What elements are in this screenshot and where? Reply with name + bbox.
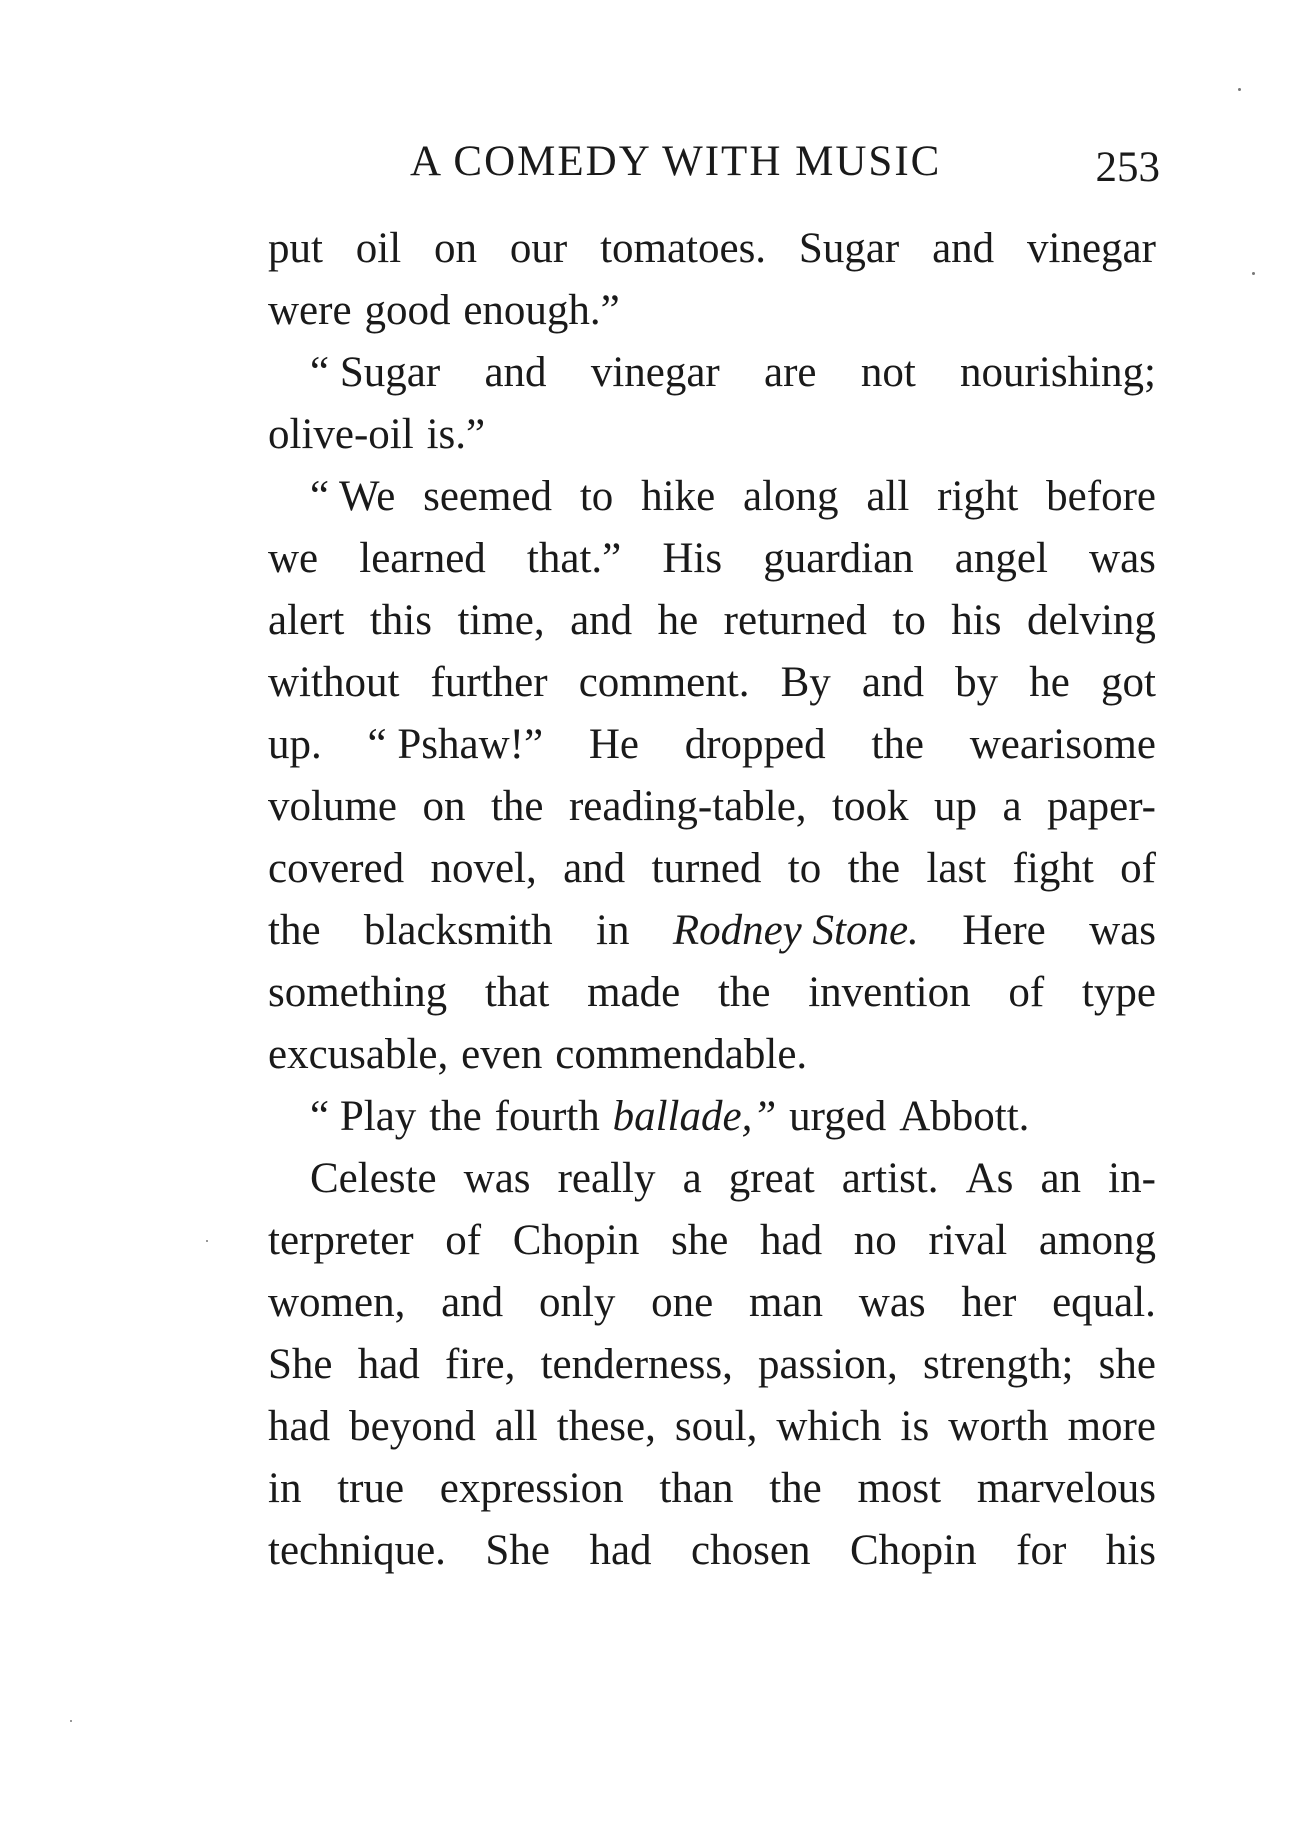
word: rival (928, 1217, 1008, 1264)
text-line (268, 1024, 1156, 1086)
word: the (769, 1465, 822, 1512)
scan-speck (1252, 272, 1255, 275)
word: and (932, 225, 995, 272)
text-line (268, 404, 1156, 466)
word: She (268, 1341, 333, 1388)
word: vinegar (1027, 225, 1156, 272)
word: further (430, 659, 548, 706)
word: angel (954, 535, 1048, 582)
word: before (1046, 473, 1156, 520)
word: of (1008, 969, 1045, 1016)
text-line (268, 962, 1156, 1024)
word: comment. (578, 659, 750, 706)
word: hike (641, 473, 716, 520)
word: delving (1026, 597, 1156, 644)
word: something (268, 969, 448, 1016)
scan-speck (70, 1720, 72, 1722)
word: As (965, 1155, 1014, 1202)
word: commendable. (555, 1031, 808, 1078)
word: he (657, 597, 699, 644)
word: the (268, 907, 321, 954)
word: last (926, 845, 987, 892)
word: this (369, 597, 432, 644)
word: terpreter (268, 1217, 414, 1264)
word: Here (962, 907, 1046, 954)
word: not (860, 349, 916, 396)
word: along (742, 473, 839, 520)
word: one (651, 1279, 714, 1326)
text-line (268, 1458, 1156, 1520)
word: Abbott. (899, 1093, 1030, 1140)
word: blacksmith (363, 907, 553, 954)
word: By (780, 659, 831, 706)
word: on (434, 225, 478, 272)
text-line (268, 1396, 1156, 1458)
word: in (268, 1465, 302, 1512)
text-line (268, 1520, 1156, 1582)
word: was (1089, 907, 1156, 954)
word: to (892, 597, 926, 644)
text-line (268, 342, 1156, 404)
text-line (268, 652, 1156, 714)
word: and (484, 349, 547, 396)
word: vinegar (590, 349, 720, 396)
word: his (1105, 1527, 1156, 1574)
word: his (951, 597, 1002, 644)
word: to (787, 845, 822, 892)
word: His (662, 535, 723, 582)
word: wearisome (969, 721, 1156, 768)
word: an (1040, 1155, 1082, 1202)
word: guardian (763, 535, 914, 582)
word: ballade,” (612, 1093, 777, 1140)
word: expression (439, 1465, 624, 1512)
word: true (337, 1465, 405, 1512)
word: the (429, 1093, 482, 1140)
word: covered (268, 845, 405, 892)
word: She (485, 1527, 550, 1574)
word: novel, (430, 845, 537, 892)
word: was (1089, 535, 1156, 582)
word: beyond (349, 1403, 476, 1450)
text-line (268, 1086, 1156, 1148)
word: had (760, 1217, 823, 1264)
word: got (1101, 659, 1156, 706)
word: in- (1108, 1155, 1156, 1202)
text-line (268, 466, 1156, 528)
word: Chopin (849, 1527, 977, 1574)
word: a (682, 1155, 702, 1202)
word: put (268, 225, 323, 272)
word: the (847, 845, 901, 892)
word: than (659, 1465, 734, 1512)
word: fourth (494, 1093, 600, 1140)
word: were (268, 287, 352, 334)
word: made (587, 969, 681, 1016)
page-header (270, 132, 1160, 192)
word: enough.” (463, 287, 620, 334)
word: of (1120, 845, 1156, 892)
word: only (538, 1279, 616, 1326)
word: really (557, 1155, 656, 1202)
word: invention (808, 969, 971, 1016)
word: had (357, 1341, 420, 1388)
word: the (717, 969, 771, 1016)
word: in (596, 907, 630, 954)
text-line (268, 1334, 1156, 1396)
word: turned (651, 845, 762, 892)
word: which (776, 1403, 882, 1450)
word: strength; (922, 1341, 1074, 1388)
word: dropped (684, 721, 826, 768)
word: time, (457, 597, 545, 644)
word: technique. (268, 1527, 446, 1574)
word: passion, (758, 1341, 898, 1388)
text-line (268, 528, 1156, 590)
word: and (861, 659, 925, 706)
word: these, (556, 1403, 656, 1450)
word: among (1038, 1217, 1156, 1264)
word: of (445, 1217, 482, 1264)
word: Rodney Stone. (672, 907, 919, 954)
word: right (937, 473, 1019, 520)
word: up (933, 783, 977, 830)
body-text (268, 218, 1156, 1582)
text-line (268, 1148, 1156, 1210)
word: no (853, 1217, 897, 1264)
word: He (588, 721, 639, 768)
text-line (268, 900, 1156, 962)
word: are (764, 349, 817, 396)
text-line (268, 1272, 1156, 1334)
word: all (866, 473, 910, 520)
word: we (268, 535, 319, 582)
word: to (579, 473, 614, 520)
word: excusable, (268, 1031, 449, 1078)
word: he (1029, 659, 1070, 706)
word: by (955, 659, 999, 706)
word: without (268, 659, 400, 706)
word: that (484, 969, 550, 1016)
word: oil (355, 225, 402, 272)
word: women, (268, 1279, 406, 1326)
word: was (463, 1155, 531, 1202)
word: had (589, 1527, 652, 1574)
word: alert (268, 597, 345, 644)
word: paper- (1047, 783, 1156, 830)
word: equal. (1052, 1279, 1156, 1326)
word: most (857, 1465, 942, 1512)
word: “ Pshaw!” (367, 721, 544, 768)
word: a (1002, 783, 1022, 830)
word: good (364, 287, 451, 334)
word: olive-oil (268, 411, 414, 458)
word: she (671, 1217, 729, 1264)
word: is.” (426, 411, 486, 458)
word: nourishing; (960, 349, 1156, 396)
word: the (490, 783, 544, 830)
text-line (268, 776, 1156, 838)
word: and (441, 1279, 504, 1326)
text-line (268, 838, 1156, 900)
word: Sugar (798, 225, 900, 272)
word: type (1081, 969, 1156, 1016)
word: that.” (526, 535, 622, 582)
word: reading-table, (568, 783, 807, 830)
word: for (1016, 1527, 1067, 1574)
word: and (563, 845, 626, 892)
word: great (728, 1155, 815, 1202)
word: up. (268, 721, 322, 768)
word: her (961, 1279, 1017, 1326)
text-line (268, 218, 1156, 280)
word: she (1098, 1341, 1156, 1388)
word: seemed (423, 473, 553, 520)
word: tenderness, (540, 1341, 733, 1388)
word: artist. (841, 1155, 939, 1202)
word: “ We (310, 473, 396, 520)
word: even (461, 1031, 543, 1078)
word: fire, (444, 1341, 516, 1388)
word: was (858, 1279, 926, 1326)
word: “ Sugar (310, 349, 441, 396)
word: took (832, 783, 909, 830)
word: Chopin (512, 1217, 640, 1264)
word: man (748, 1279, 824, 1326)
page-number: 253 (1095, 144, 1160, 191)
word: more (1067, 1403, 1156, 1450)
scan-speck (206, 1240, 208, 1242)
word: tomatoes. (600, 225, 767, 272)
word: had (268, 1403, 331, 1450)
text-line (268, 280, 1156, 342)
word: is (900, 1403, 930, 1450)
word: Celeste (310, 1155, 437, 1202)
word: worth (948, 1403, 1049, 1450)
word: marvelous (976, 1465, 1156, 1512)
word: returned (723, 597, 867, 644)
word: our (509, 225, 568, 272)
word: “ Play (310, 1093, 417, 1140)
running-title: A COMEDY WITH MUSIC (410, 138, 942, 185)
word: urged (789, 1093, 887, 1140)
word: chosen (691, 1527, 811, 1574)
text-line (268, 714, 1156, 776)
word: all (494, 1403, 538, 1450)
word: and (570, 597, 633, 644)
word: learned (359, 535, 486, 582)
scan-speck (1238, 88, 1241, 91)
word: the (871, 721, 924, 768)
word: soul, (674, 1403, 758, 1450)
word: fight (1012, 845, 1094, 892)
word: on (422, 783, 466, 830)
word: volume (268, 783, 397, 830)
text-line (268, 590, 1156, 652)
text-line (268, 1210, 1156, 1272)
